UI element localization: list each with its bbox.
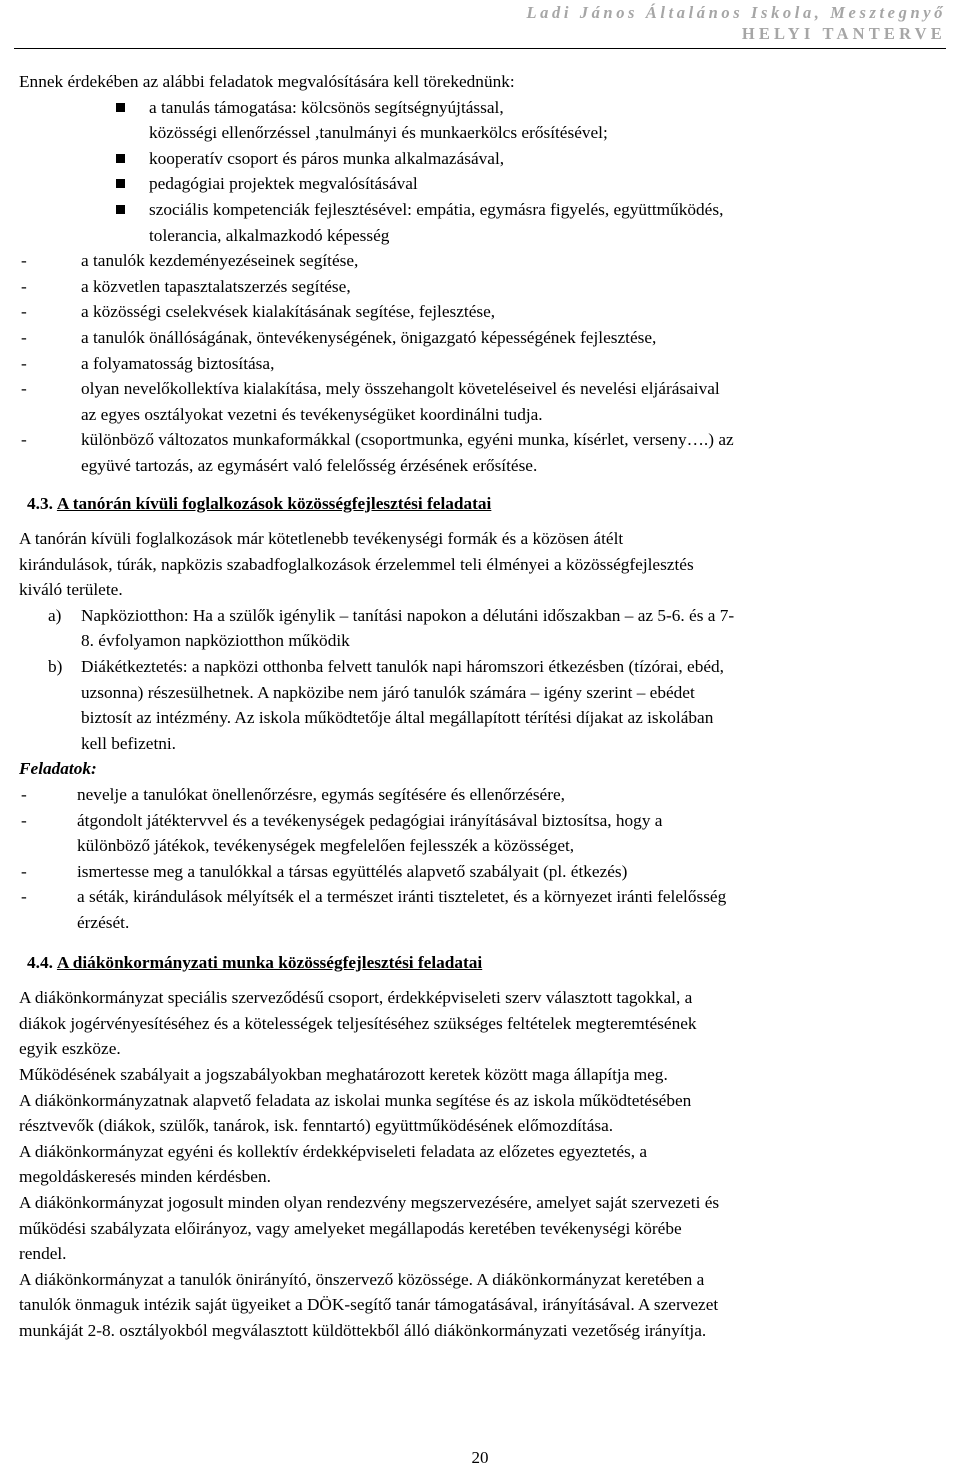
page-header	[526, 2, 946, 44]
dash-marker: -	[21, 276, 27, 296]
dash-marker: -	[21, 251, 27, 271]
bullet-item	[19, 95, 941, 146]
bullet-item	[19, 146, 941, 172]
dash-marker: -	[21, 353, 27, 373]
paragraph	[19, 1267, 941, 1344]
dash-list-item	[19, 351, 941, 377]
lettered-item-text-line: kell befizetni.	[81, 733, 177, 753]
paragraph	[19, 1139, 941, 1190]
header-school-name: Ladi János Általános Iskola, Mesztegnyő	[526, 3, 946, 22]
paragraph-line: Működésének szabályait a jogszabályokban meghatározott keretek között maga állapítja meg.	[19, 1064, 668, 1084]
lettered-list-item	[19, 603, 941, 654]
lettered-list-item	[19, 654, 941, 756]
dash-marker: -	[21, 379, 27, 399]
dash-item-text-line: átgondolt játéktervvel és a tevékenységek pedagógiai irányításával biztosítsa, hogy a	[77, 810, 663, 830]
paragraph-line: A tanórán kívüli foglalkozások már kötetlenebb tevékenységi formák és a közösen átélt	[19, 529, 624, 549]
paragraph-line: diákok jogérvényesítéséhez és a kötelességek teljesítéséhez szükséges feltételek megteremtésének	[19, 1013, 697, 1033]
dash-marker: -	[21, 327, 27, 347]
dash-item-text-line: a séták, kirándulások mélyítsék el a természet iránti tiszteletet, és a környezet iránti felelősség	[77, 887, 727, 907]
dash-item-text-line: a folyamatosság biztosítása,	[81, 353, 275, 373]
dash-marker: -	[21, 887, 27, 907]
dash-list-item	[19, 376, 941, 427]
paragraph-line: kirándulások, túrák, napközis szabadfoglalkozások érzelemmel teli élményei a közösségfejlesztés	[19, 554, 694, 574]
paragraph-line: egyik eszköze.	[19, 1039, 121, 1059]
paragraph-line: munkáját 2-8. osztályokból megválasztott küldöttekből álló diákönkormányzati vezetőség irányítja.	[19, 1320, 707, 1340]
square-bullet-icon	[116, 154, 125, 163]
dash-list-item	[19, 325, 941, 351]
bullet-item	[19, 197, 941, 248]
dash-item-text-line: nevelje a tanulókat önellenőrzésre, egymás segítésére és ellenőrzésére,	[77, 785, 565, 805]
dash-item-text-line: együvé tartozás, az egymásért való felelősség érzésének erősítése.	[81, 455, 538, 475]
bullet-list	[19, 95, 941, 249]
dash-marker: -	[21, 302, 27, 322]
header-document-title: HELYI TANTERVE	[741, 24, 946, 43]
dash-list-item	[19, 859, 941, 885]
list-letter-marker: a)	[48, 605, 62, 625]
intro-paragraph: Ennek érdekében az alábbi feladatok megvalósítására kell törekednünk:	[19, 72, 515, 91]
dash-item-text-line: a közvetlen tapasztalatszerzés segítése,	[81, 276, 351, 296]
paragraph-line: tanulók önmaguk intézik saját ügyeiket a DÖK-segítő tanár támogatásával, irányításával. A szervezet	[19, 1295, 719, 1315]
paragraph-line: A diákönkormányzat egyéni és kollektív érdekképviseleti feladata az előzetes egyeztetés, a	[19, 1141, 648, 1161]
section-4-3-paragraph	[19, 526, 941, 603]
dash-item-text-line: a tanulók kezdeményezéseinek segítése,	[81, 251, 359, 271]
dash-list-item	[19, 248, 941, 274]
feladatok-label: Feladatok:	[19, 759, 97, 779]
bullet-text-line: pedagógiai projektek megvalósításával	[149, 174, 418, 194]
square-bullet-icon	[116, 103, 125, 112]
paragraph-line: rendel.	[19, 1244, 67, 1264]
list-letter-marker: b)	[48, 657, 63, 677]
section-4-4-number: 4.4.	[27, 952, 53, 972]
paragraph-line: résztvevők (diákok, szülők, tanárok, isk. fenntartó) együttműködésének előmozdítása.	[19, 1116, 614, 1136]
section-4-4-paragraphs	[19, 985, 941, 1343]
dash-list-item	[19, 782, 941, 808]
dash-marker: -	[21, 810, 27, 830]
dash-item-text-line: olyan nevelőkollektíva kialakítása, mely összehangolt követeléseivel és nevelési eljárásaival	[81, 379, 720, 399]
dash-list-item	[19, 274, 941, 300]
dash-item-text-line: az egyes osztályokat vezetni és tevékenységüket koordinálni tudja.	[81, 404, 543, 424]
paragraph-line: működési szabályzata előirányoz, vagy amelyeket megállapodás keretében tevékenységi körébe	[19, 1218, 682, 1238]
dash-list-item	[19, 884, 941, 935]
paragraph	[19, 985, 941, 1062]
section-4-3-heading	[19, 491, 941, 517]
paragraph-line: A diákönkormányzat speciális szerveződésű csoport, érdekképviseleti szerv választott tagokkal, a	[19, 988, 693, 1008]
dash-item-text-line: a tanulók önállóságának, öntevékenységének, önigazgató képességének fejlesztése,	[81, 327, 657, 347]
dash-item-text-line: ismertesse meg a tanulókkal a társas együttélés alapvető szabályait (pl. étkezés)	[77, 861, 628, 881]
paragraph	[19, 1062, 941, 1088]
section-4-4-heading	[19, 950, 941, 976]
lettered-item-text-line: Napköziotthon: Ha a szülők igénylik – tanítási napokon a délutáni időszakban – az 5-6. és a 7-	[81, 605, 735, 625]
dash-item-text-line: különböző játékok, tevékenységek megfelelően fejlesszék a közösséget,	[77, 836, 575, 856]
page-number: 20	[471, 1448, 489, 1467]
square-bullet-icon	[116, 205, 125, 214]
bullet-text-line: közösségi ellenőrzéssel ,tanulmányi és munkaerkölcs erősítésével;	[149, 123, 608, 143]
dash-list-item	[19, 299, 941, 325]
section-4-4-title: A diákönkormányzati munka közösségfejlesztési feladatai	[56, 952, 483, 972]
paragraph-line: A diákönkormányzat jogosult minden olyan rendezvény megszervezésére, amelyet saját szervezeti és	[19, 1192, 720, 1212]
section-4-3-number: 4.3.	[27, 493, 53, 513]
bullet-text-line: tolerancia, alkalmazkodó képesség	[149, 225, 390, 245]
bullet-text-line: a tanulás támogatása: kölcsönös segítségnyújtással,	[149, 97, 504, 117]
paragraph	[19, 1190, 941, 1267]
square-bullet-icon	[116, 179, 125, 188]
lettered-item-text-line: Diákétkeztetés: a napközi otthonba felvett tanulók napi háromszori étkezésben (tízórai, ebéd,	[81, 657, 724, 677]
paragraph	[19, 1088, 941, 1139]
document-body	[19, 69, 941, 1344]
paragraph-line: A diákönkormányzatnak alapvető feladata az iskolai munka segítése és az iskola működtetésében	[19, 1090, 692, 1110]
dash-item-text-line: a közösségi cselekvések kialakításának segítése, fejlesztése,	[81, 302, 496, 322]
bullet-item	[19, 171, 941, 197]
paragraph-line: kiváló területe.	[19, 580, 123, 600]
feladatok-list	[19, 782, 941, 936]
bullet-text-line: kooperatív csoport és páros munka alkalmazásával,	[149, 148, 505, 168]
dash-marker: -	[21, 861, 27, 881]
task-dash-list	[19, 248, 941, 478]
section-4-3-lettered-list	[19, 603, 941, 757]
section-4-3-title: A tanórán kívüli foglalkozások közösségfejlesztési feladatai	[56, 493, 492, 513]
dash-item-text-line: különböző változatos munkaformákkal (csoportmunka, egyéni munka, kísérlet, verseny….) az	[81, 430, 734, 450]
dash-marker: -	[21, 785, 27, 805]
lettered-item-text-line: 8. évfolyamon napköziotthon működik	[81, 631, 350, 651]
dash-marker: -	[21, 430, 27, 450]
dash-list-item	[19, 427, 941, 478]
bullet-text-line: szociális kompetenciák fejlesztésével: empátia, egymásra figyelés, együttműködés,	[149, 199, 724, 219]
paragraph-line: megoldáskeresés minden kérdésben.	[19, 1167, 271, 1187]
paragraph-line: A diákönkormányzat a tanulók önirányító, önszervező közössége. A diákönkormányzat keretében a	[19, 1269, 705, 1289]
dash-item-text-line: érzését.	[77, 913, 130, 932]
header-divider	[14, 48, 946, 49]
lettered-item-text-line: uzsonna) részesülhetnek. A napközibe nem járó tanulók számára – igény szerint – ebédet	[81, 682, 695, 702]
dash-list-item	[19, 808, 941, 859]
lettered-item-text-line: biztosít az intézmény. Az iskola működtetője által megállapított térítési díjakat az iskolában	[81, 708, 714, 728]
